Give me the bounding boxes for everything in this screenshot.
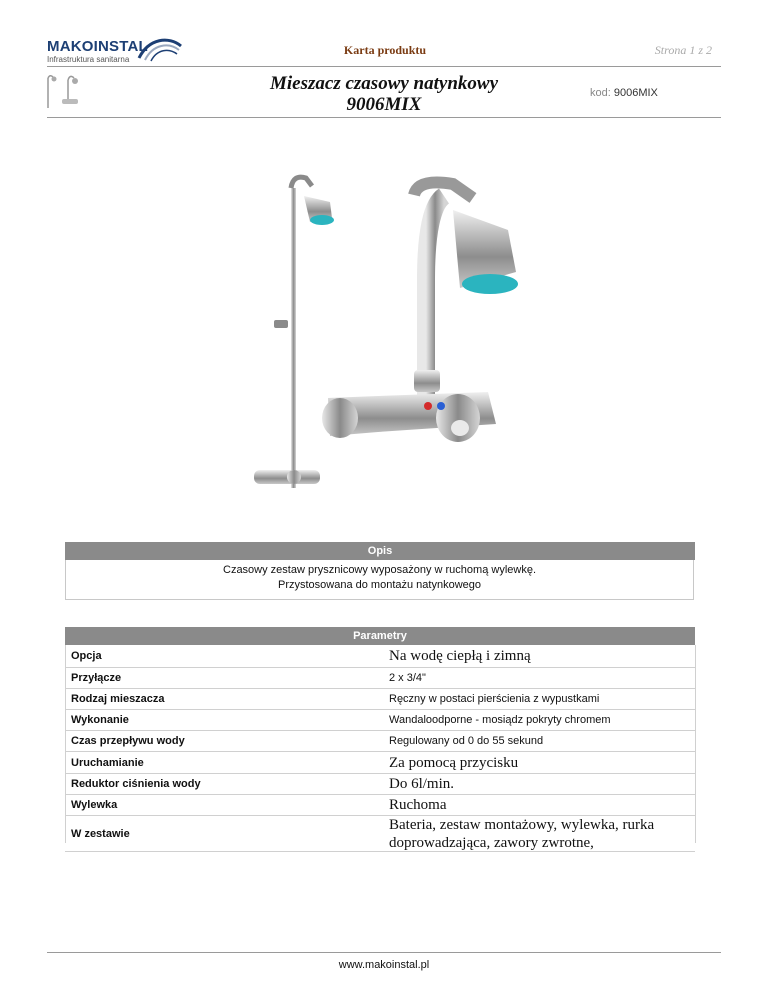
table-row	[65, 752, 695, 774]
param-value: Do 6l/min.	[389, 776, 455, 792]
title-divider	[47, 117, 721, 118]
description-line1: Czasowy zestaw prysznicowy wyposażony w ruchomą wylewkę.	[223, 564, 536, 576]
description-heading: Opis	[65, 542, 695, 560]
param-value: Ręczny w postaci pierścienia z wypustkami	[389, 693, 600, 705]
table-row	[65, 731, 695, 752]
logo-tagline: Infrastruktura sanitarna	[47, 55, 130, 64]
product-image	[238, 160, 528, 500]
param-value: Ruchoma	[389, 797, 447, 813]
param-key: Uruchamianie	[71, 756, 144, 769]
param-key: Wykonanie	[71, 714, 129, 726]
table-row	[65, 816, 695, 852]
table-row	[65, 795, 695, 816]
footer-url[interactable]: www.makoinstal.pl	[338, 959, 430, 971]
param-value: Na wodę ciepłą i zimną	[389, 648, 531, 664]
param-key: Przyłącze	[71, 672, 122, 684]
logo-name: MAKOINSTAL	[47, 38, 148, 55]
document-type: Karta produktu	[343, 43, 427, 57]
product-code	[590, 87, 658, 99]
product-code-value: 9006MIX	[613, 87, 658, 99]
description-line2: Przystosowana do montażu natynkowego	[277, 579, 481, 591]
table-row	[65, 774, 695, 795]
product-title-line1: Mieszacz czasowy natynkowy	[270, 73, 498, 94]
parameters-table	[65, 645, 695, 852]
param-key: Czas przepływu wody	[71, 735, 185, 747]
table-row	[65, 645, 695, 668]
param-key: Wylewka	[71, 799, 118, 811]
param-key: Reduktor ciśnienia wody	[71, 778, 201, 790]
header-divider	[47, 66, 721, 67]
company-logo	[47, 38, 187, 66]
table-row	[65, 668, 695, 689]
logo-swoosh-icon	[135, 36, 183, 62]
param-key: W zestawie	[71, 827, 130, 840]
page-number: Strona 1 z 2	[654, 43, 712, 57]
table-row	[65, 689, 695, 710]
param-value: Za pomocą przycisku	[389, 754, 519, 771]
description-body	[65, 560, 694, 600]
product-title-line2: 9006MIX	[346, 94, 422, 115]
product-thumbnail	[38, 72, 84, 112]
param-key: Opcja	[71, 650, 102, 662]
param-value: Regulowany od 0 do 55 sekund	[389, 735, 544, 747]
param-value: 2 x 3/4"	[389, 672, 426, 684]
parameters-heading: Parametry	[65, 627, 695, 645]
product-code-label: kod:	[590, 87, 611, 99]
footer-divider	[47, 952, 721, 953]
table-row	[65, 710, 695, 731]
param-value: Wandaloodporne - mosiądz pokryty chromem	[389, 714, 611, 726]
product-title	[224, 73, 544, 115]
param-key: Rodzaj mieszacza	[71, 693, 165, 705]
param-value: Bateria, zestaw montażowy, wylewka, rurka doprowadzająca, zawory zwrotne,	[389, 816, 655, 851]
